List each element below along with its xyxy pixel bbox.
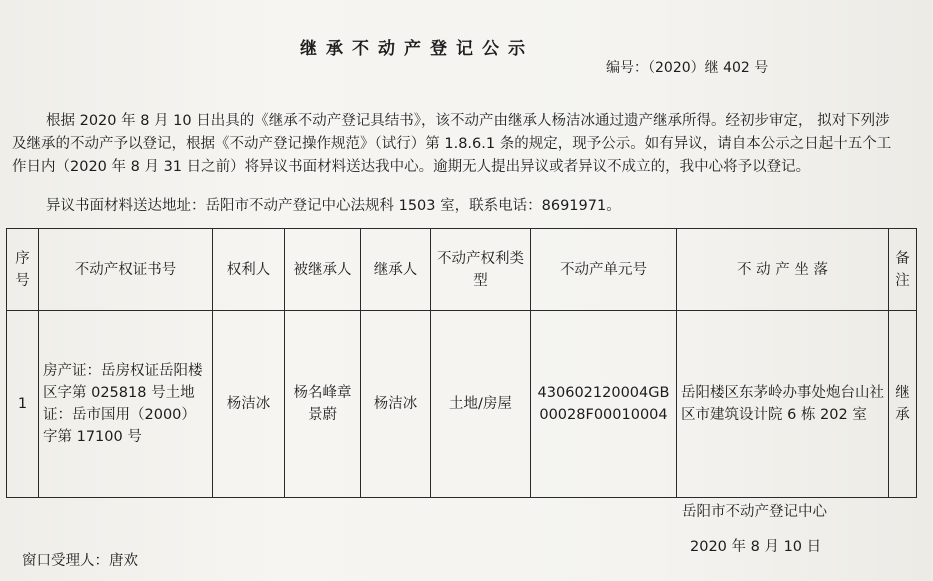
header-cell: 不 动 产 坐 落 — [677, 229, 889, 311]
table-row — [7, 311, 917, 498]
property-location: 岳阳楼区东茅岭办事处炮台山社区市建筑设计院 6 栋 202 室 — [677, 311, 889, 498]
unit-number: 430602120004GB00028F00010004 — [531, 311, 677, 498]
header-cell: 备注 — [889, 229, 917, 311]
certificate-number: 房产证：岳房权证岳阳楼区字第 025818 号土地证：岳市国用（2000）字第 17100 号 — [39, 311, 213, 498]
issuing-agency: 岳阳市不动产登记中心 — [682, 504, 827, 520]
table-header-row — [7, 229, 917, 311]
right-type: 土地/房屋 — [431, 311, 531, 498]
objection-address: 异议书面材料送达地址：岳阳市不动产登记中心法规科 1503 室，联系电话：8691971。 — [46, 198, 621, 214]
remark: 继承 — [889, 311, 917, 498]
registration-table — [6, 228, 917, 498]
document-number: 编号：（2020）继 402 号 — [606, 60, 769, 76]
notice-body: 根据 2020 年 8 月 10 日出具的《继承不动产登记具结书》，该不动产由继承人杨洁冰通过遗产继承所得。经初步审定， 拟对下列涉及继承的不动产予以登记，根据《不动产登记操作规范》（试行）第 1.8.6.1 条的规定，现予公示。如有异议，请自本公示之日起十五个工作日内（2020 年 8 月 31 日之前）将异议书面材料送达我中心。逾期无人提出异议或者异议不成立的，我中心将予以登记。 — [12, 112, 892, 175]
heir: 杨洁冰 — [361, 311, 431, 498]
header-cell: 权利人 — [213, 229, 285, 311]
notice-title: 继承不动产登记公示 — [300, 39, 534, 59]
header-cell: 被继承人 — [285, 229, 361, 311]
right-holder: 杨洁冰 — [213, 311, 285, 498]
header-cell: 继承人 — [361, 229, 431, 311]
header-cell: 序号 — [7, 229, 39, 311]
header-cell: 不动产权证书号 — [39, 229, 213, 311]
decedent: 杨名峰章景蔚 — [285, 311, 361, 498]
window-receiver: 窗口受理人：唐欢 — [22, 553, 138, 569]
header-cell: 不动产权利类型 — [431, 229, 531, 311]
issue-date: 2020 年 8 月 10 日 — [690, 539, 822, 555]
header-cell: 不动产单元号 — [531, 229, 677, 311]
row-number: 1 — [7, 311, 39, 498]
